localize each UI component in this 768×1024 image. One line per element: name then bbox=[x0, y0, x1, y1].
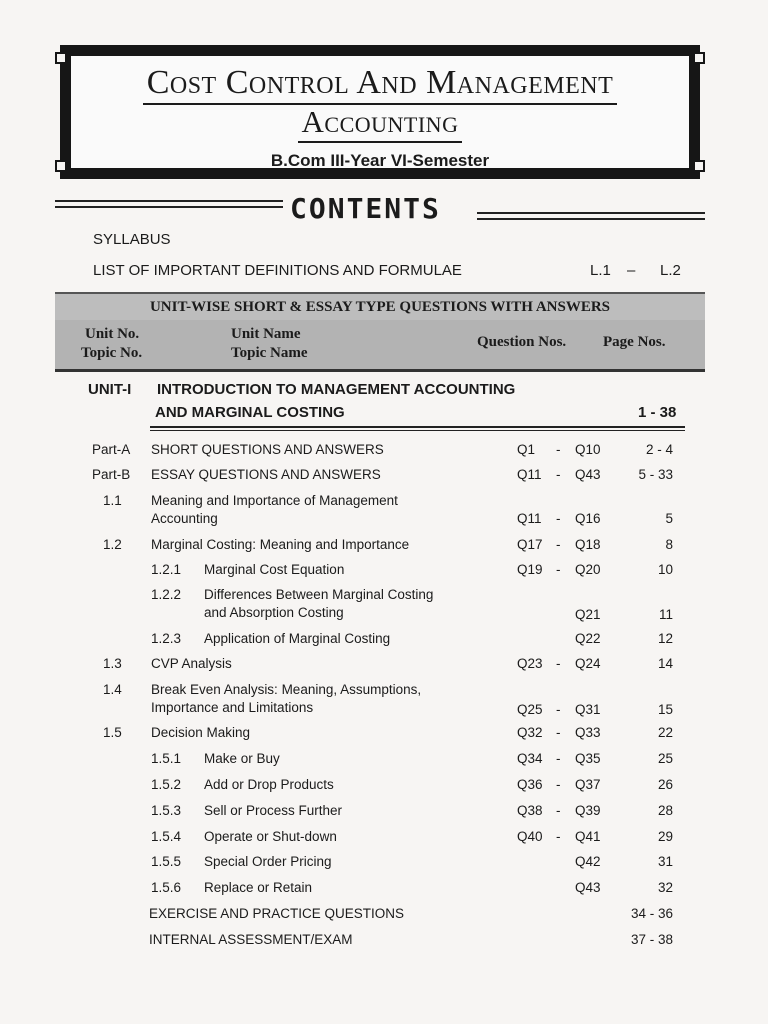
row-title-cont: Importance and Limitations bbox=[151, 700, 314, 715]
row-q-from: Q19 bbox=[517, 562, 543, 577]
row-q-to: Q16 bbox=[575, 511, 601, 526]
col-topic-no: Topic No. bbox=[81, 345, 143, 361]
definitions-dash: – bbox=[627, 262, 636, 279]
row-q-from: Q23 bbox=[517, 656, 543, 671]
row-title: Make or Buy bbox=[204, 751, 280, 766]
row-q-from: Q25 bbox=[517, 702, 543, 717]
course-subtitle: B.Com III-Year VI-Semester bbox=[270, 151, 490, 170]
row-title: Application of Marginal Costing bbox=[204, 631, 391, 646]
contents-heading: CONTENTS bbox=[290, 192, 441, 225]
row-title: Sell or Process Further bbox=[204, 803, 343, 818]
row-q-from: Q11 bbox=[517, 467, 542, 482]
row-number: 1.3 bbox=[103, 656, 122, 671]
row-dash: - bbox=[556, 725, 561, 740]
row-number: 1.1 bbox=[103, 493, 122, 508]
row-q-from: Q40 bbox=[517, 829, 543, 844]
row-q-to: Q10 bbox=[575, 442, 601, 457]
row-page: 14 bbox=[657, 656, 673, 671]
row-page: 34 - 36 bbox=[630, 906, 673, 921]
header-band-columns bbox=[55, 320, 705, 372]
row-number: 1.5.3 bbox=[151, 803, 182, 818]
row-title-cont: Accounting bbox=[151, 511, 218, 526]
row-q-to: Q24 bbox=[575, 656, 601, 671]
row-page: 22 bbox=[657, 725, 673, 740]
row-q-to: Q18 bbox=[575, 537, 601, 552]
row-number: 1.5.5 bbox=[151, 854, 182, 869]
header-band-title: UNIT-WISE SHORT & ESSAY TYPE QUESTIONS WITH ANSWERS bbox=[55, 292, 705, 320]
row-title: INTERNAL ASSESSMENT/EXAM bbox=[149, 932, 353, 947]
row-page: 31 bbox=[657, 854, 673, 869]
row-q-to: Q31 bbox=[575, 702, 601, 717]
row-number: 1.5.6 bbox=[151, 880, 182, 895]
row-q-to: Q22 bbox=[575, 631, 601, 646]
row-page: 2 - 4 bbox=[645, 442, 673, 457]
contents-rule-left bbox=[55, 200, 283, 208]
row-title: Marginal Cost Equation bbox=[204, 562, 345, 577]
row-q-to: Q43 bbox=[575, 467, 601, 482]
row-dash: - bbox=[556, 829, 561, 844]
row-q-to: Q35 bbox=[575, 751, 601, 766]
row-q-from: Q1 bbox=[517, 442, 536, 457]
row-q-to: Q21 bbox=[575, 607, 601, 622]
row-number: 1.2.3 bbox=[151, 631, 182, 646]
unit-title-line1: INTRODUCTION TO MANAGEMENT ACCOUNTING bbox=[157, 381, 516, 398]
row-q-to: Q41 bbox=[575, 829, 601, 844]
row-q-to: Q43 bbox=[575, 880, 601, 895]
row-page: 5 - 33 bbox=[638, 467, 673, 482]
row-page: 10 bbox=[657, 562, 673, 577]
unit-pages: 1 - 38 bbox=[638, 404, 677, 421]
row-title: ESSAY QUESTIONS AND ANSWERS bbox=[151, 467, 381, 482]
row-q-from: Q38 bbox=[517, 803, 543, 818]
row-number: 1.5.2 bbox=[151, 777, 182, 792]
col-question-nos: Question Nos. bbox=[477, 334, 567, 350]
row-q-from: Q32 bbox=[517, 725, 543, 740]
definitions-page-from: L.1 bbox=[590, 262, 611, 279]
row-title: Differences Between Marginal Costing bbox=[204, 587, 434, 602]
frame-corner bbox=[693, 160, 705, 172]
row-title: Operate or Shut-down bbox=[204, 829, 337, 844]
row-page: 25 bbox=[657, 751, 673, 766]
row-page: 15 bbox=[657, 702, 673, 717]
row-q-from: Q36 bbox=[517, 777, 543, 792]
title-frame bbox=[60, 45, 700, 179]
row-title: Meaning and Importance of Management bbox=[151, 493, 398, 508]
row-number: 1.4 bbox=[103, 682, 122, 697]
row-dash: - bbox=[556, 777, 561, 792]
col-page-nos: Page Nos. bbox=[603, 334, 666, 350]
row-title: EXERCISE AND PRACTICE QUESTIONS bbox=[149, 906, 405, 921]
row-q-to: Q33 bbox=[575, 725, 601, 740]
row-page: 28 bbox=[657, 803, 673, 818]
row-page: 11 bbox=[658, 607, 673, 622]
row-number: 1.5 bbox=[103, 725, 122, 740]
row-page: 26 bbox=[657, 777, 673, 792]
row-q-to: Q37 bbox=[575, 777, 601, 792]
row-dash: - bbox=[556, 751, 561, 766]
row-dash: - bbox=[556, 442, 561, 457]
row-q-to: Q20 bbox=[575, 562, 601, 577]
frame-corner bbox=[693, 52, 705, 64]
frame-corner bbox=[55, 160, 67, 172]
row-number: Part-A bbox=[92, 442, 131, 457]
row-title: Replace or Retain bbox=[204, 880, 313, 895]
row-dash: - bbox=[556, 467, 561, 482]
row-dash: - bbox=[556, 656, 561, 671]
row-title: CVP Analysis bbox=[151, 656, 232, 671]
definitions-label: LIST OF IMPORTANT DEFINITIONS AND FORMULAE bbox=[93, 262, 462, 279]
row-dash: - bbox=[556, 562, 561, 577]
row-number: 1.5.4 bbox=[151, 829, 182, 844]
unit-rule bbox=[150, 426, 685, 431]
row-page: 32 bbox=[657, 880, 673, 895]
row-q-from: Q17 bbox=[517, 537, 543, 552]
row-title: Break Even Analysis: Meaning, Assumptions, bbox=[151, 682, 422, 697]
book-title-line2: Accounting bbox=[71, 104, 689, 140]
row-q-to: Q39 bbox=[575, 803, 601, 818]
row-dash: - bbox=[556, 702, 561, 717]
row-title: Add or Drop Products bbox=[204, 777, 334, 792]
row-page: 29 bbox=[657, 829, 673, 844]
row-number: 1.2.1 bbox=[151, 562, 182, 577]
book-title-line1: Cost Control And Management bbox=[71, 64, 689, 102]
col-unit-no: Unit No. bbox=[85, 326, 140, 342]
frame-corner bbox=[55, 52, 67, 64]
definitions-page-to: L.2 bbox=[660, 262, 681, 279]
row-title: Decision Making bbox=[151, 725, 251, 740]
row-q-from: Q11 bbox=[517, 511, 542, 526]
row-page: 37 - 38 bbox=[630, 932, 673, 947]
row-dash: - bbox=[556, 537, 561, 552]
row-q-to: Q42 bbox=[575, 854, 601, 869]
row-q-from: Q34 bbox=[517, 751, 543, 766]
unit-label: UNIT-I bbox=[88, 381, 132, 398]
row-number: Part-B bbox=[92, 467, 131, 482]
row-page: 12 bbox=[657, 631, 673, 646]
row-title: Marginal Costing: Meaning and Importance bbox=[151, 537, 410, 552]
row-page: 5 bbox=[665, 511, 673, 526]
col-topic-name: Topic Name bbox=[231, 345, 308, 361]
row-number: 1.2.2 bbox=[151, 587, 182, 602]
row-title: SHORT QUESTIONS AND ANSWERS bbox=[151, 442, 384, 457]
unit-title-line2: AND MARGINAL COSTING bbox=[155, 404, 345, 421]
row-number: 1.2 bbox=[103, 537, 122, 552]
row-title: Special Order Pricing bbox=[204, 854, 332, 869]
row-dash: - bbox=[556, 803, 561, 818]
row-title-cont: and Absorption Costing bbox=[204, 605, 344, 620]
row-page: 8 bbox=[665, 537, 673, 552]
row-dash: - bbox=[556, 511, 561, 526]
contents-rule-right bbox=[477, 212, 705, 220]
row-number: 1.5.1 bbox=[151, 751, 182, 766]
col-unit-name: Unit Name bbox=[231, 326, 301, 342]
syllabus-label: SYLLABUS bbox=[93, 231, 171, 248]
